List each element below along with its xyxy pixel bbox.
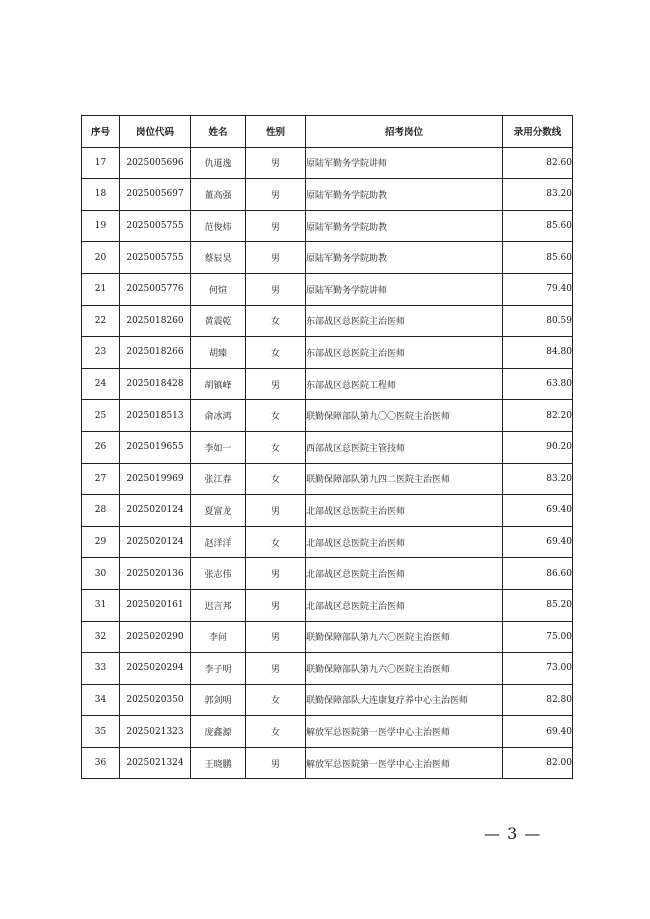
cell-serial: 20 — [82, 242, 120, 274]
cell-serial: 31 — [82, 589, 120, 621]
cell-name: 范俊炜 — [191, 210, 246, 242]
table-row — [82, 526, 573, 558]
admission-table — [81, 115, 573, 779]
table-row — [82, 210, 573, 242]
table-row — [82, 305, 573, 337]
cell-serial: 22 — [82, 305, 120, 337]
table-row — [82, 431, 573, 463]
cell-score: 69.40 — [503, 526, 573, 558]
cell-position: 东部战区总医院主治医师 — [306, 305, 503, 337]
cell-gender: 男 — [246, 621, 306, 653]
cell-serial: 21 — [82, 273, 120, 305]
cell-position: 联勤保障部队第九六〇医院主治医师 — [306, 621, 503, 653]
cell-serial: 35 — [82, 716, 120, 748]
cell-gender: 男 — [246, 589, 306, 621]
cell-post-code: 2025019655 — [120, 431, 191, 463]
cell-gender: 男 — [246, 147, 306, 179]
cell-serial: 17 — [82, 147, 120, 179]
cell-serial: 19 — [82, 210, 120, 242]
cell-name: 夏富龙 — [191, 495, 246, 527]
cell-post-code: 2025018513 — [120, 400, 191, 432]
table-header — [82, 116, 573, 148]
cell-serial: 27 — [82, 463, 120, 495]
cell-position: 解放军总医院第一医学中心主治医师 — [306, 747, 503, 779]
cell-post-code: 2025005755 — [120, 210, 191, 242]
cell-gender: 女 — [246, 337, 306, 369]
table-row — [82, 400, 573, 432]
cell-serial: 36 — [82, 747, 120, 779]
table-row — [82, 463, 573, 495]
cell-name: 李子明 — [191, 653, 246, 685]
cell-score: 85.60 — [503, 210, 573, 242]
cell-position: 原陆军勤务学院讲师 — [306, 147, 503, 179]
cell-gender: 男 — [246, 747, 306, 779]
cell-name: 赵洋洋 — [191, 526, 246, 558]
cell-name: 黄震乾 — [191, 305, 246, 337]
cell-position: 联勤保障部队第九〇〇医院主治医师 — [306, 400, 503, 432]
cell-gender: 男 — [246, 242, 306, 274]
cell-name: 仇道逸 — [191, 147, 246, 179]
cell-score: 82.20 — [503, 400, 573, 432]
table-body — [82, 147, 573, 779]
table-row — [82, 621, 573, 653]
cell-position: 原陆军勤务学院助教 — [306, 179, 503, 211]
cell-name: 董高强 — [191, 179, 246, 211]
cell-gender: 男 — [246, 273, 306, 305]
header-row — [82, 116, 573, 148]
cell-post-code: 2025020136 — [120, 558, 191, 590]
cell-serial: 32 — [82, 621, 120, 653]
cell-score: 82.60 — [503, 147, 573, 179]
cell-post-code: 2025020124 — [120, 495, 191, 527]
cell-gender: 女 — [246, 400, 306, 432]
cell-serial: 24 — [82, 368, 120, 400]
cell-name: 张志伟 — [191, 558, 246, 590]
cell-position: 北部战区总医院主治医师 — [306, 558, 503, 590]
header-score: 录用分数线 — [503, 116, 573, 148]
table-row — [82, 337, 573, 369]
cell-serial: 18 — [82, 179, 120, 211]
cell-post-code: 2025018428 — [120, 368, 191, 400]
header-name: 姓名 — [191, 116, 246, 148]
cell-position: 联勤保障部队第九四二医院主治医师 — [306, 463, 503, 495]
cell-gender: 女 — [246, 431, 306, 463]
table-row — [82, 179, 573, 211]
cell-position: 北部战区总医院主治医师 — [306, 589, 503, 621]
page-number: — 3 — — [484, 824, 542, 843]
table-row — [82, 147, 573, 179]
cell-position: 原陆军勤务学院助教 — [306, 210, 503, 242]
cell-post-code: 2025005696 — [120, 147, 191, 179]
cell-position: 原陆军勤务学院助教 — [306, 242, 503, 274]
header-position: 招考岗位 — [306, 116, 503, 148]
cell-name: 李问 — [191, 621, 246, 653]
header-post-code: 岗位代码 — [120, 116, 191, 148]
cell-position: 北部战区总医院主治医师 — [306, 526, 503, 558]
cell-score: 69.40 — [503, 495, 573, 527]
cell-post-code: 2025020161 — [120, 589, 191, 621]
table-row — [82, 589, 573, 621]
cell-serial: 30 — [82, 558, 120, 590]
cell-serial: 29 — [82, 526, 120, 558]
cell-name: 迟言邦 — [191, 589, 246, 621]
cell-serial: 34 — [82, 684, 120, 716]
cell-position: 解放军总医院第一医学中心主治医师 — [306, 716, 503, 748]
cell-name: 李如一 — [191, 431, 246, 463]
cell-score: 90.20 — [503, 431, 573, 463]
cell-serial: 26 — [82, 431, 120, 463]
cell-gender: 女 — [246, 526, 306, 558]
cell-post-code: 2025019969 — [120, 463, 191, 495]
cell-post-code: 2025021324 — [120, 747, 191, 779]
table-row — [82, 716, 573, 748]
cell-position: 北部战区总医院主治医师 — [306, 495, 503, 527]
table-row — [82, 242, 573, 274]
cell-post-code: 2025020290 — [120, 621, 191, 653]
table-row — [82, 495, 573, 527]
cell-score: 86.60 — [503, 558, 573, 590]
table-row — [82, 558, 573, 590]
cell-score: 63.80 — [503, 368, 573, 400]
table-row — [82, 653, 573, 685]
table-row — [82, 273, 573, 305]
table-row — [82, 747, 573, 779]
cell-name: 俞冰鸿 — [191, 400, 246, 432]
cell-score: 83.20 — [503, 463, 573, 495]
cell-name: 庞鑫源 — [191, 716, 246, 748]
cell-name: 胡镇峰 — [191, 368, 246, 400]
cell-name: 王晓鹏 — [191, 747, 246, 779]
header-serial: 序号 — [82, 116, 120, 148]
cell-score: 85.20 — [503, 589, 573, 621]
table-row — [82, 684, 573, 716]
cell-gender: 男 — [246, 179, 306, 211]
cell-serial: 25 — [82, 400, 120, 432]
cell-name: 何煊 — [191, 273, 246, 305]
cell-name: 胡臻 — [191, 337, 246, 369]
table-row — [82, 368, 573, 400]
cell-position: 西部战区总医院主管技师 — [306, 431, 503, 463]
cell-position: 联勤保障部队第九六〇医院主治医师 — [306, 653, 503, 685]
cell-gender: 女 — [246, 463, 306, 495]
cell-gender: 男 — [246, 210, 306, 242]
cell-gender: 男 — [246, 368, 306, 400]
cell-score: 82.80 — [503, 684, 573, 716]
cell-post-code: 2025020350 — [120, 684, 191, 716]
cell-serial: 28 — [82, 495, 120, 527]
cell-position: 联勤保障部队大连康复疗养中心主治医师 — [306, 684, 503, 716]
cell-name: 张江春 — [191, 463, 246, 495]
cell-score: 69.40 — [503, 716, 573, 748]
cell-name: 蔡辰昊 — [191, 242, 246, 274]
cell-score: 84.80 — [503, 337, 573, 369]
cell-position: 东部战区总医院工程师 — [306, 368, 503, 400]
cell-post-code: 2025021323 — [120, 716, 191, 748]
header-gender: 性别 — [246, 116, 306, 148]
cell-position: 原陆军勤务学院讲师 — [306, 273, 503, 305]
cell-post-code: 2025018266 — [120, 337, 191, 369]
cell-score: 75.00 — [503, 621, 573, 653]
cell-post-code: 2025020294 — [120, 653, 191, 685]
cell-gender: 男 — [246, 495, 306, 527]
cell-post-code: 2025005776 — [120, 273, 191, 305]
cell-gender: 男 — [246, 653, 306, 685]
cell-score: 82.00 — [503, 747, 573, 779]
cell-serial: 23 — [82, 337, 120, 369]
cell-post-code: 2025020124 — [120, 526, 191, 558]
cell-score: 73.00 — [503, 653, 573, 685]
cell-score: 83.20 — [503, 179, 573, 211]
cell-post-code: 2025018260 — [120, 305, 191, 337]
cell-score: 80.59 — [503, 305, 573, 337]
cell-score: 79.40 — [503, 273, 573, 305]
cell-position: 东部战区总医院主治医师 — [306, 337, 503, 369]
cell-score: 85.60 — [503, 242, 573, 274]
cell-gender: 女 — [246, 716, 306, 748]
cell-gender: 男 — [246, 558, 306, 590]
cell-serial: 33 — [82, 653, 120, 685]
cell-name: 郭剑明 — [191, 684, 246, 716]
cell-gender: 女 — [246, 305, 306, 337]
cell-post-code: 2025005697 — [120, 179, 191, 211]
cell-post-code: 2025005755 — [120, 242, 191, 274]
cell-gender: 女 — [246, 684, 306, 716]
